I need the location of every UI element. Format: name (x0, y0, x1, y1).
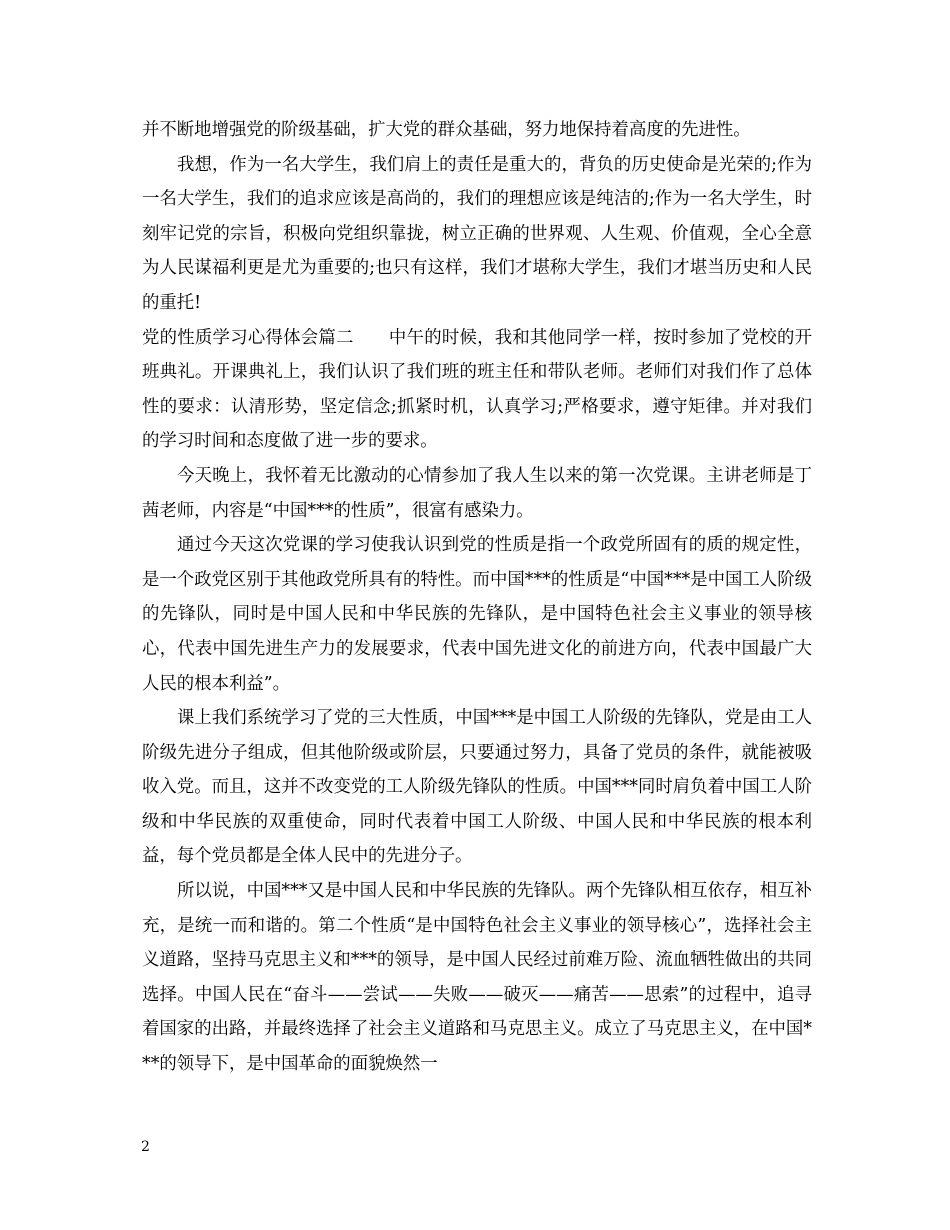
paragraph: 今天晚上，我怀着无比激动的心情参加了我人生以来的第一次党课。主讲老师是丁茜老师，内容是“中国***的性质”，很富有感染力。 (142, 465, 812, 521)
paragraph: 课上我们系统学习了党的三大性质，中国***是中国工人阶级的先锋队，党是由工人阶级先进分子组成，但其他阶级或阶层，只要通过努力，具备了党员的条件，就能被吸收入党。而且，这并不改变党的工人阶级先锋队的性质。中国***同时肩负着中国工人阶级和中华民族的双重使命，同时代表着中国工人阶级、中国人民和中华民族的根本利益，每个党员都是全体人民中的先进分子。 (142, 708, 812, 867)
page-number: 2 (141, 1139, 150, 1155)
paragraph: 并不断地增强党的阶级基础，扩大党的群众基础，努力地保持着高度的先进性。 (142, 120, 751, 140)
paragraph: 所以说，中国***又是中国人民和中华民族的先锋队。两个先锋队相互依存，相互补充，是统一而和谐的。第二个性质“是中国特色社会主义事业的领导核心”，选择社会主义道路，坚持马克思主义和***的领导，是中国人民经过前难万险、流血牺牲做出的共同选择。中国人民在“奋斗——尝试——失败——破灭——痛苦——思索”的过程中，追寻着国家的出路，并最终选择了社会主义道路和马克思主义。成立了马克思主义，在中国***的领导下，是中国革命的面貌焕然一 (142, 881, 812, 1075)
paragraph-section-heading: 党的性质学习心得体会篇二 中午的时候，我和其他同学一样，按时参加了党校的开班典礼。开课典礼上，我们认识了我们班的班主任和带队老师。老师们对我们作了总体性的要求：认清形势，坚定信念;抓紧时机，认真学习;严格要求，遵守矩律。并对我们的学习时间和态度做了进一步的要求。 (142, 327, 812, 452)
document-body (142, 113, 812, 1082)
paragraph: 通过今天这次党课的学习使我认识到党的性质是指一个政党所固有的质的规定性，是一个政党区别于其他政党所具有的特性。而中国***的性质是“中国***是中国工人阶级的先锋队，同时是中国人民和中华民族的先锋队，是中国特色社会主义事业的领导核心，代表中国先进生产力的发展要求，代表中国先进文化的前进方向，代表中国最广大人民的根本利益”。 (142, 535, 812, 694)
paragraph: 我想，作为一名大学生，我们肩上的责任是重大的，背负的历史使命是光荣的;作为一名大学生，我们的追求应该是高尚的，我们的理想应该是纯洁的;作为一名大学生，时刻牢记党的宗旨，积极向党组织靠拢，树立正确的世界观、人生观、价值观，全心全意为人民谋福利更是尤为重要的;也只有这样，我们才堪称大学生，我们才堪当历史和人民的重托! (142, 154, 812, 313)
